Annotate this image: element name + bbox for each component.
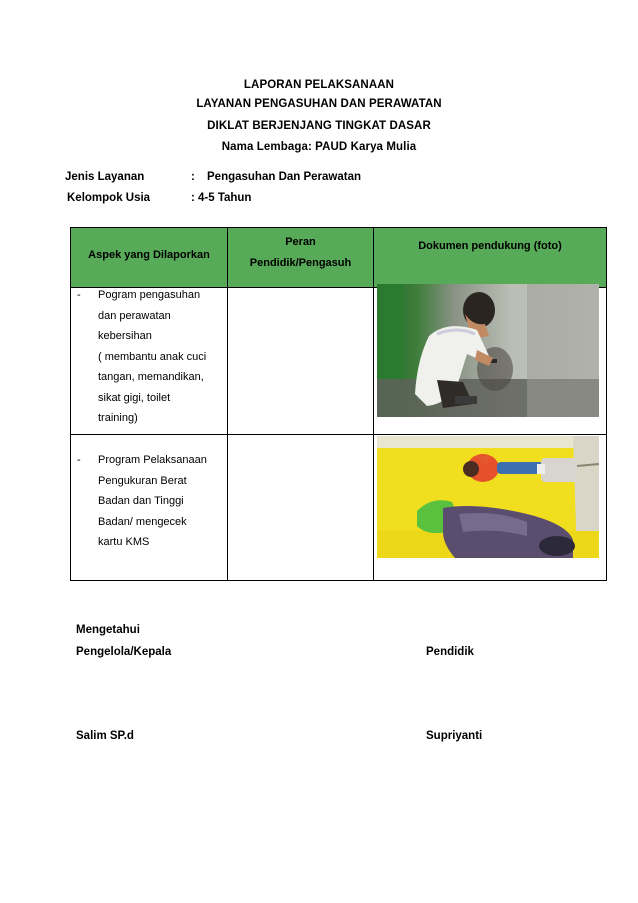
manager-name: Salim SP.d <box>76 730 134 742</box>
service-type-separator: : <box>191 171 195 183</box>
header-role-line2: Pendidik/Pengasuh <box>249 257 352 269</box>
aspect-line: Pogram pengasuhan <box>98 289 201 301</box>
header-documents: Dokumen pendukung (foto) <box>418 240 562 252</box>
service-type-row <box>65 171 565 187</box>
aspect-line: ( membantu anak cuci <box>98 350 207 363</box>
aspect-line: kebersihan <box>98 330 152 342</box>
aspect-line: Program Pelaksanaan <box>98 454 207 466</box>
institution-name: Nama Lembaga: PAUD Karya Mulia <box>221 141 417 153</box>
report-table <box>70 227 607 581</box>
aspect-line: Pengukuran Berat <box>98 474 187 487</box>
age-group-separator: : <box>191 192 195 204</box>
aspect-line: sikat gigi, toilet <box>98 391 171 404</box>
age-group-label: Kelompok Usia <box>67 192 151 204</box>
manager-title: Pengelola/Kepala <box>76 646 172 658</box>
aspect-text <box>98 285 226 429</box>
row-divider <box>71 434 606 435</box>
age-group-value: 4-5 Tahun <box>198 192 252 204</box>
aspect-line: Badan dan Tinggi <box>98 495 184 507</box>
header-role <box>228 232 373 274</box>
aspect-text <box>98 450 226 553</box>
report-title: LAPORAN PELAKSANAAN <box>243 79 395 91</box>
weighing-photo-image <box>377 436 599 558</box>
educator-title: Pendidik <box>426 646 474 658</box>
acknowledged-label: Mengetahui <box>76 624 140 636</box>
handwashing-photo-image <box>377 284 599 417</box>
header-aspect: Aspek yang Dilaporkan <box>88 249 210 261</box>
column-divider <box>227 228 228 580</box>
aspect-line: dan perawatan <box>98 309 171 322</box>
educator-name: Supriyanti <box>426 730 483 742</box>
service-type-label: Jenis Layanan <box>65 171 145 183</box>
aspect-line: kartu KMS <box>98 536 150 548</box>
column-divider <box>373 228 374 580</box>
aspect-line: tangan, memandikan, <box>98 371 204 383</box>
service-type-value: Pengasuhan Dan Perawatan <box>207 171 362 183</box>
age-group-row <box>67 192 567 208</box>
list-dash: - <box>77 289 81 301</box>
handwashing-photo <box>377 284 599 417</box>
header-role-line1: Peran <box>285 236 316 248</box>
list-dash: - <box>77 454 81 466</box>
aspect-line: training) <box>98 412 138 424</box>
report-subtitle: LAYANAN PENGASUHAN DAN PERAWATAN <box>196 98 442 110</box>
weighing-photo <box>377 436 599 558</box>
aspect-line: Badan/ mengecek <box>98 515 187 528</box>
training-level: DIKLAT BERJENJANG TINGKAT DASAR <box>207 120 431 132</box>
